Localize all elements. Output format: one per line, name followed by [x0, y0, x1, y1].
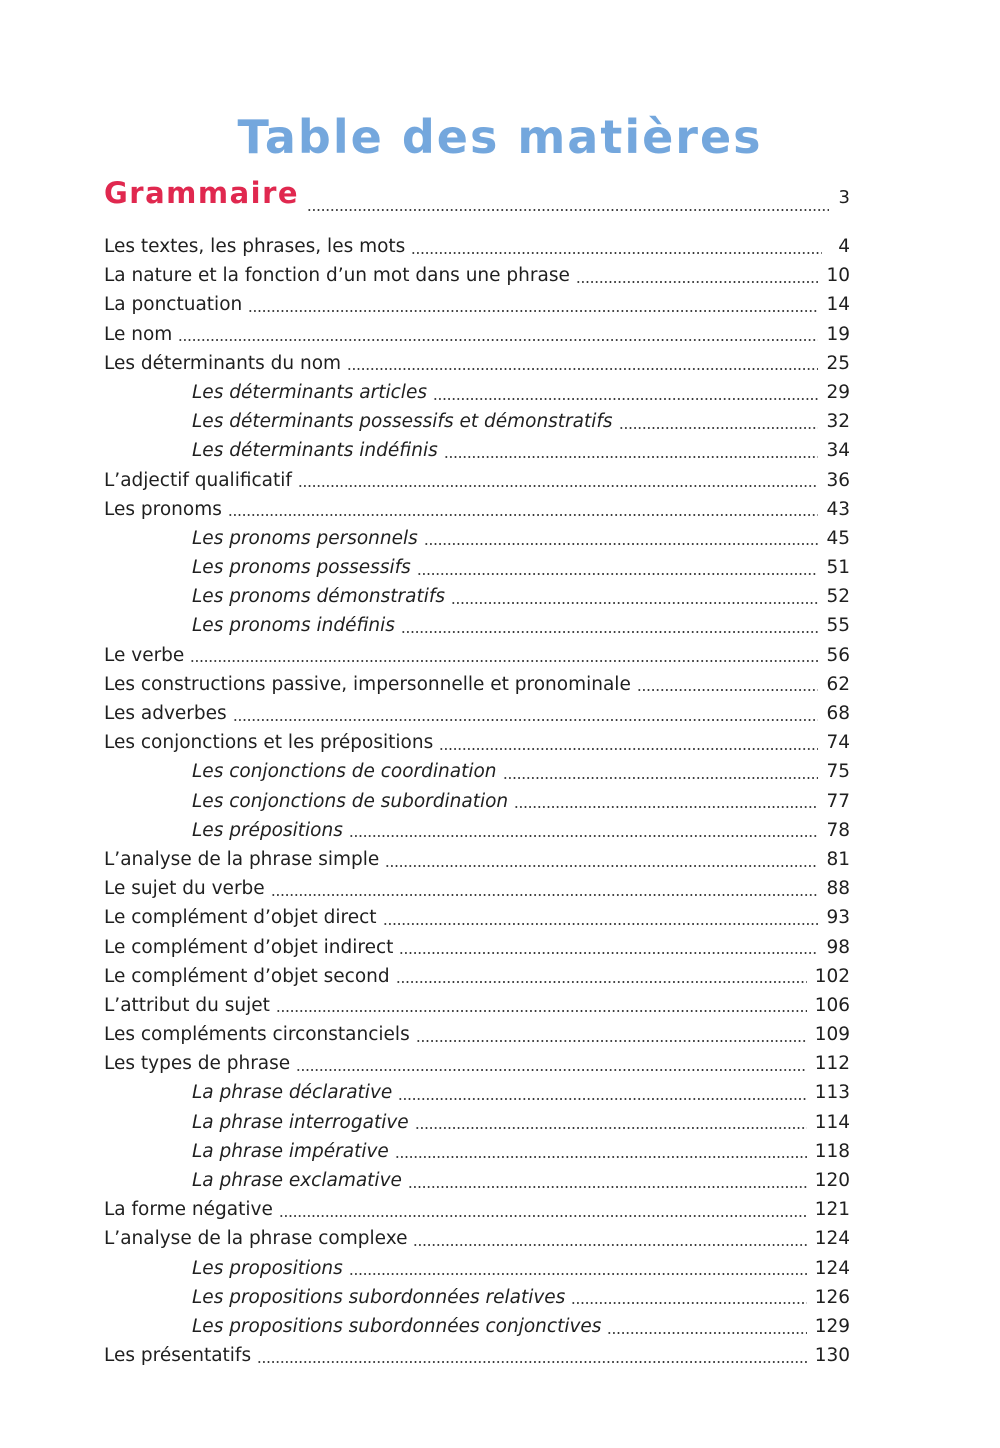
dot-leader: [228, 498, 819, 520]
toc-entry[interactable]: [104, 903, 850, 932]
toc-entry[interactable]: [104, 1341, 850, 1370]
dot-leader: [298, 469, 819, 491]
toc-subentry[interactable]: [104, 1078, 850, 1107]
toc-entry[interactable]: [104, 1020, 850, 1049]
dot-leader: [503, 761, 819, 783]
toc-entry[interactable]: [104, 670, 850, 699]
toc-entry[interactable]: [104, 641, 850, 670]
dot-leader: [433, 382, 818, 404]
toc-entry[interactable]: [104, 933, 850, 962]
dot-leader: [396, 965, 807, 987]
toc-entry[interactable]: [104, 728, 850, 757]
dot-leader: [439, 732, 818, 754]
dot-leader: [190, 644, 818, 666]
toc-page-number: 51: [826, 557, 850, 579]
toc-page-number: 118: [814, 1140, 850, 1162]
dot-leader: [257, 1345, 807, 1367]
toc-entry[interactable]: [104, 232, 850, 261]
toc-page-number: 14: [826, 294, 850, 316]
toc-entry-label: Les déterminants indéfinis: [192, 440, 438, 462]
dot-leader: [398, 1082, 806, 1104]
table-of-contents: [104, 176, 850, 1370]
toc-subentry[interactable]: [104, 816, 850, 845]
toc-entry-label: La phrase déclarative: [192, 1082, 393, 1104]
toc-entry-label: Les conjonctions et les prépositions: [104, 732, 434, 754]
section-page-number: 3: [838, 187, 850, 208]
toc-page-number: 25: [826, 352, 850, 374]
toc-entry[interactable]: [104, 1195, 850, 1224]
toc-entry[interactable]: [104, 1224, 850, 1253]
toc-page-number: 36: [826, 469, 850, 491]
toc-entry-label: Les pronoms possessifs: [192, 557, 411, 579]
toc-subentry[interactable]: [104, 1283, 850, 1312]
toc-entry[interactable]: [104, 845, 850, 874]
toc-page-number: 45: [826, 527, 850, 549]
toc-entry-label: Les pronoms indéfinis: [192, 615, 395, 637]
dot-leader: [399, 936, 818, 958]
toc-subentry[interactable]: [104, 1108, 850, 1137]
toc-entry-label: L’attribut du sujet: [104, 994, 270, 1016]
toc-entry-label: Les déterminants du nom: [104, 352, 342, 374]
toc-page-number: 55: [826, 615, 850, 637]
toc-page-number: 75: [826, 761, 850, 783]
toc-page-number: 124: [814, 1257, 850, 1279]
toc-entry-label: Le complément d’objet indirect: [104, 936, 394, 958]
toc-entry-label: Les conjonctions de coordination: [192, 761, 497, 783]
dot-leader: [233, 703, 819, 725]
section-heading-grammaire[interactable]: [104, 176, 850, 232]
toc-subentry[interactable]: [104, 553, 850, 582]
toc-subentry[interactable]: [104, 611, 850, 640]
toc-entry-label: Les pronoms: [104, 498, 222, 520]
toc-entry-label: Les compléments circonstanciels: [104, 1024, 410, 1046]
toc-entry-label: L’analyse de la phrase simple: [104, 848, 380, 870]
dot-leader: [385, 849, 818, 871]
toc-subentry[interactable]: [104, 582, 850, 611]
toc-page-number: 56: [826, 644, 850, 666]
toc-entry[interactable]: [104, 874, 850, 903]
dot-leader: [444, 440, 819, 462]
dot-leader: [349, 1257, 807, 1279]
toc-entry-list: [104, 232, 850, 1370]
toc-entry-label: Les propositions subordonnées conjonctives: [192, 1315, 602, 1337]
toc-page-number: 129: [814, 1315, 850, 1337]
toc-entry-label: Les déterminants possessifs et démonstratifs: [192, 411, 613, 433]
toc-entry-label: La phrase exclamative: [192, 1170, 402, 1191]
toc-page-number: 4: [838, 236, 850, 257]
dot-leader: [349, 819, 819, 841]
toc-page-number: 114: [814, 1111, 850, 1133]
toc-page-number: 77: [826, 790, 850, 812]
toc-entry[interactable]: [104, 466, 850, 495]
toc-entry-label: Les constructions passive, impersonnelle et pronominale: [104, 673, 631, 695]
dot-leader: [307, 193, 828, 215]
toc-entry-label: Les présentatifs: [104, 1345, 252, 1367]
dot-leader: [514, 790, 818, 812]
toc-page-number: 32: [826, 411, 850, 433]
toc-page-number: 52: [826, 586, 850, 608]
toc-page-number: 120: [814, 1170, 850, 1191]
dot-leader: [607, 1316, 806, 1338]
toc-entry[interactable]: [104, 962, 850, 991]
toc-page-number: 88: [826, 878, 850, 900]
dot-leader: [248, 294, 818, 316]
toc-entry-label: Les conjonctions de subordination: [192, 790, 509, 812]
dot-leader: [416, 1024, 807, 1046]
dot-leader: [451, 586, 818, 608]
toc-subentry[interactable]: [104, 757, 850, 786]
toc-page-number: 106: [814, 994, 850, 1016]
toc-entry[interactable]: [104, 320, 850, 349]
dot-leader: [576, 265, 819, 287]
dot-leader: [383, 907, 819, 929]
toc-entry[interactable]: [104, 991, 850, 1020]
toc-page-number: 34: [826, 440, 850, 462]
toc-entry-label: Les pronoms personnels: [192, 527, 418, 549]
toc-page-number: 102: [814, 965, 850, 987]
toc-page-number: 19: [826, 323, 850, 345]
toc-page-number: 43: [826, 498, 850, 520]
toc-page-number: 74: [826, 732, 850, 754]
toc-entry-label: Les déterminants articles: [192, 381, 427, 403]
toc-subentry[interactable]: [104, 1254, 850, 1283]
toc-page-number: 112: [814, 1053, 850, 1075]
toc-subentry[interactable]: [104, 378, 850, 407]
toc-entry-label: Le complément d’objet direct: [104, 907, 377, 929]
toc-entry-label: La forme négative: [104, 1199, 273, 1221]
dot-leader: [296, 1053, 807, 1075]
dot-leader: [413, 1228, 806, 1250]
toc-entry-label: Le nom: [104, 323, 173, 345]
toc-entry-label: Les types de phrase: [104, 1053, 291, 1075]
dot-leader: [401, 615, 819, 637]
toc-page-number: 10: [826, 265, 850, 287]
dot-leader: [276, 994, 807, 1016]
toc-page-number: 130: [814, 1345, 850, 1367]
toc-subentry[interactable]: [104, 787, 850, 816]
toc-entry[interactable]: [104, 261, 850, 290]
toc-page-number: 81: [826, 848, 850, 870]
toc-entry-label: Le sujet du verbe: [104, 878, 265, 900]
dot-leader: [637, 673, 819, 695]
dot-leader: [619, 411, 819, 433]
toc-entry-label: Les propositions: [192, 1257, 343, 1279]
toc-subentry[interactable]: [104, 407, 850, 436]
toc-page-number: 93: [826, 907, 850, 929]
toc-subentry[interactable]: [104, 524, 850, 553]
toc-entry-label: Le complément d’objet second: [104, 965, 390, 987]
dot-leader: [417, 557, 819, 579]
toc-page-number: 124: [814, 1228, 850, 1250]
toc-entry-label: Les pronoms démonstratifs: [192, 586, 446, 608]
toc-entry-label: Les adverbes: [104, 703, 227, 724]
toc-entry-label: L’analyse de la phrase complexe: [104, 1228, 408, 1250]
dot-leader: [411, 236, 822, 258]
section-label: Grammaire: [104, 176, 300, 210]
toc-subentry[interactable]: [104, 1166, 850, 1195]
toc-entry[interactable]: [104, 495, 850, 524]
dot-leader: [395, 1140, 807, 1162]
toc-entry-label: La nature et la fonction d’un mot dans une phrase: [104, 265, 570, 287]
page-title: Table des matières: [237, 109, 763, 164]
toc-entry-label: Le verbe: [104, 644, 185, 666]
dot-leader: [424, 527, 819, 549]
dot-leader: [408, 1170, 807, 1192]
toc-subentry[interactable]: [104, 1137, 850, 1166]
toc-subentry[interactable]: [104, 1312, 850, 1341]
toc-entry-label: Les prépositions: [192, 819, 343, 841]
toc-page-number: 113: [814, 1082, 850, 1104]
toc-page-number: 62: [826, 673, 850, 695]
toc-page-number: 78: [826, 819, 850, 841]
dot-leader: [571, 1286, 806, 1308]
dot-leader: [178, 323, 818, 345]
toc-page-number: 109: [814, 1024, 850, 1046]
toc-entry-label: La phrase interrogative: [192, 1111, 409, 1133]
toc-subentry[interactable]: [104, 436, 850, 465]
toc-entry[interactable]: [104, 699, 850, 728]
toc-page-number: 98: [826, 936, 850, 958]
toc-entry-label: La phrase impérative: [192, 1140, 389, 1162]
toc-entry-label: Les textes, les phrases, les mots: [104, 236, 406, 257]
dot-leader: [279, 1199, 807, 1221]
toc-page-number: 126: [814, 1286, 850, 1308]
toc-entry-label: L’adjectif qualificatif: [104, 469, 292, 491]
toc-entry-label: Les propositions subordonnées relatives: [192, 1286, 566, 1308]
toc-page-number: 29: [826, 381, 850, 403]
toc-page-number: 121: [814, 1199, 850, 1221]
toc-entry[interactable]: [104, 290, 850, 319]
toc-entry[interactable]: [104, 1049, 850, 1078]
toc-entry-label: La ponctuation: [104, 294, 243, 316]
toc-page-number: 68: [826, 703, 850, 724]
toc-entry[interactable]: [104, 349, 850, 378]
dot-leader: [271, 878, 819, 900]
dot-leader: [415, 1111, 807, 1133]
dot-leader: [347, 352, 818, 374]
